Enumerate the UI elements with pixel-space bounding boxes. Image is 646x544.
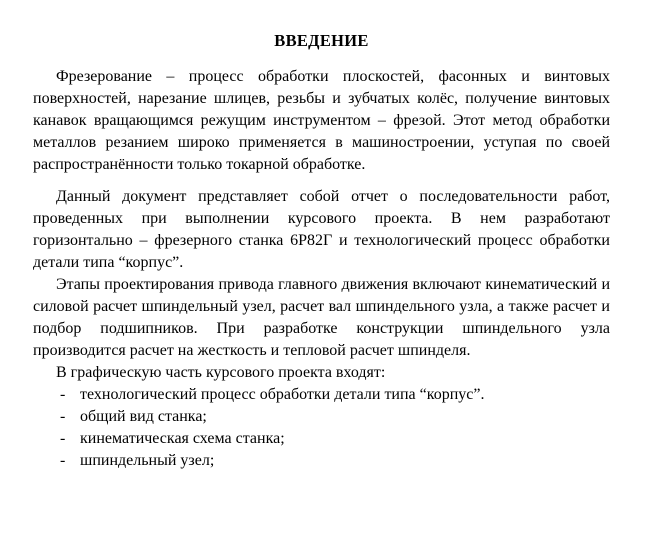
list-item-text: шпиндельный узел; [80,452,215,469]
list-item [33,406,610,428]
document-title: ВВЕДЕНИЕ [274,31,369,50]
list-dash: - [60,408,66,425]
graphic-part-list [33,384,610,472]
list-item-text: кинематическая схема станка; [80,430,285,447]
graphic-part-intro: В графическую часть курсового проекта входят: [56,364,386,381]
paragraph-milling-intro: Фрезерование – процесс обработки плоскостей, фасонных и винтовых поверхностей, нарезание шлицев, резьбы и зубчатых колёс, получение винтовых канавок вращающимся режущим инструментом – фрезой. Этот метод обработки металлов резанием широко применяется в машиностроении, уступая по своей распространённости только токарной обработке. [33,68,610,173]
list-dash: - [60,386,66,403]
list-item-text: технологический процесс обработки детали типа “корпус”. [80,386,485,403]
list-dash: - [60,452,66,469]
list-item [33,384,610,406]
paragraph-document-purpose: Данный документ представляет собой отчет о последовательности работ, проведенных при выполнении курсового проекта. В нем разработают горизонтально – фрезерного станка 6Р82Г и технологический процесс обработки детали типа “корпус”. [33,188,610,271]
list-item [33,450,610,472]
list-dash: - [60,430,66,447]
list-item-text: общий вид станка; [80,408,207,425]
paragraph-design-stages: Этапы проектирования привода главного движения включают кинематический и силовой расчет шпиндельный узел, расчет вал шпиндельного узла, а также расчет и подбор подшипников. При разработке конструкции шпиндельного узла производится расчет на жесткость и тепловой расчет шпинделя. [33,276,610,359]
list-item [33,428,610,450]
